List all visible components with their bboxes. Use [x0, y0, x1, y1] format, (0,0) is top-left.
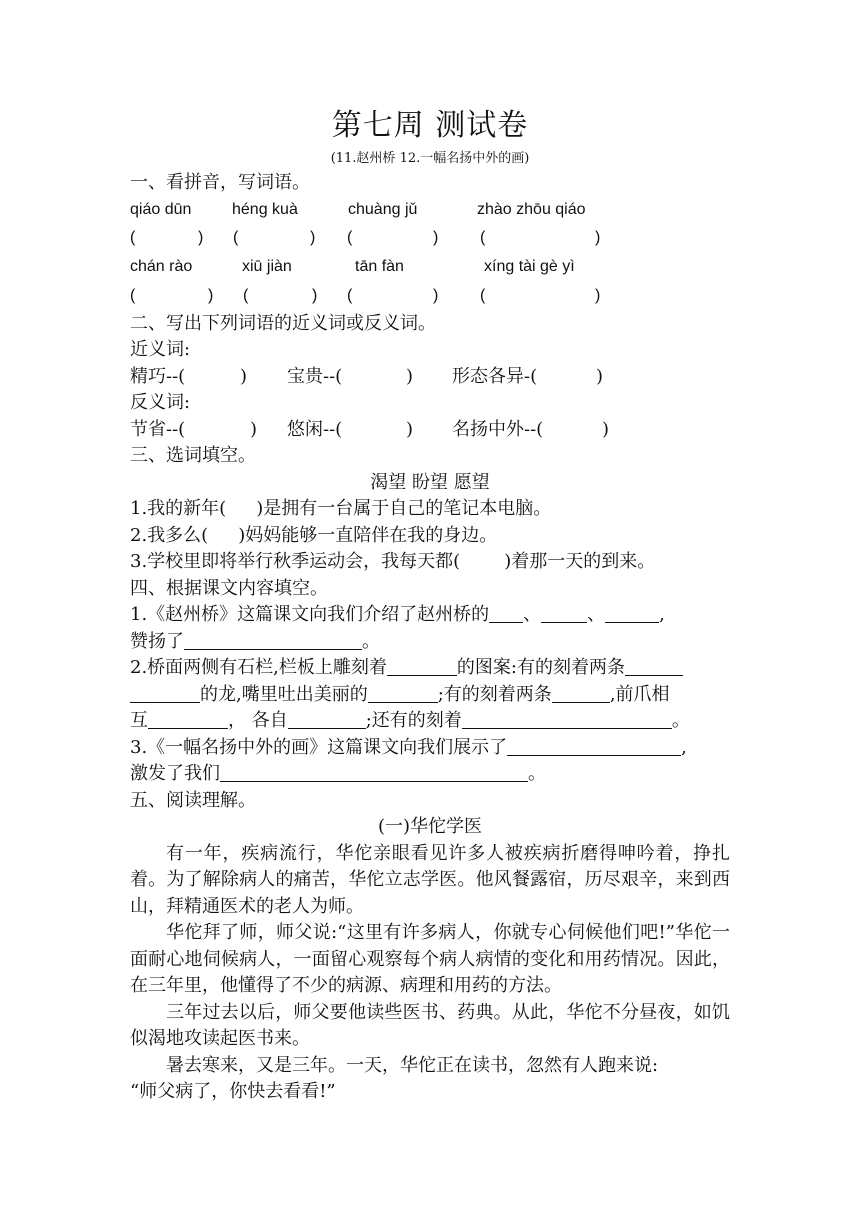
section-2-heading: 二、写出下列词语的近义词或反义词。 [130, 312, 436, 334]
pinyin-item: zhào zhōu qiáo [477, 200, 586, 218]
question-text: 激发了我们 [130, 763, 220, 784]
question-text: ;还有的刻着 [365, 710, 462, 731]
antonym-item: 悠闲--( [287, 418, 343, 440]
close-paren: ) [596, 365, 604, 387]
pinyin-item: xiū jiàn [242, 257, 292, 275]
pinyin-item: tān fàn [355, 257, 404, 275]
close-paren: ) [406, 418, 414, 440]
synonym-row [130, 364, 730, 391]
synonym-item: 宝贵--( [287, 365, 343, 387]
synonym-item: 形态各异-( [452, 365, 538, 387]
section-5-heading: 五、阅读理解。 [130, 789, 256, 811]
question-text: ;有的刻着两条 [437, 683, 552, 705]
antonym-item: 名扬中外--( [452, 418, 544, 440]
answer-blank [184, 630, 362, 650]
question-text: )妈妈能够一直陪伴在我的身边。 [238, 524, 498, 546]
open-paren: ( [243, 286, 249, 304]
question-text: , [659, 604, 665, 625]
close-paren: ) [406, 365, 414, 387]
open-paren: ( [130, 286, 136, 304]
answer-blank [552, 683, 610, 703]
answer-blank [462, 709, 672, 729]
question-text: 赞扬了 [130, 630, 184, 652]
fill-question-1 [130, 496, 730, 523]
close-paren: ) [433, 228, 439, 246]
text-question-3-line-1 [130, 735, 730, 762]
close-paren: ) [310, 228, 316, 246]
question-text: ， 各自 [228, 710, 288, 731]
question-text: 的龙,嘴里吐出美丽的 [200, 683, 368, 705]
answer-blank [387, 656, 457, 676]
text-question-1-line-1 [130, 602, 730, 629]
question-text: 2.桥面两侧有石栏,栏板上雕刻着 [130, 657, 387, 678]
antonym-row [130, 417, 730, 444]
text-question-2-line-2 [130, 682, 730, 709]
answer-row-2 [130, 281, 730, 311]
pinyin-item: héng kuà [232, 200, 298, 218]
answer-blank [148, 709, 228, 729]
pinyin-row-2 [130, 253, 730, 281]
question-text: 1.《赵州桥》这篇课文向我们介绍了赵州桥的 [130, 604, 490, 625]
text-question-2-line-3 [130, 708, 730, 735]
question-text: ,前爪相 [609, 683, 670, 705]
question-text: 、 [587, 604, 606, 625]
question-text: )是拥有一台属于自己的笔记本电脑。 [256, 498, 552, 519]
word-bank: 渴望 盼望 愿望 [370, 471, 490, 493]
section-3-heading: 三、选词填空。 [130, 445, 256, 466]
question-text: 3.学校里即将举行秋季运动会，我每天都( [130, 551, 461, 572]
question-text: , [681, 736, 687, 758]
answer-blank [288, 709, 366, 729]
close-paren: ) [312, 286, 318, 304]
question-text: 。 [528, 763, 546, 784]
close-paren: ) [250, 418, 258, 440]
section-1-heading: 一、看拼音，写词语。 [130, 172, 310, 193]
open-paren: ( [480, 286, 486, 304]
pinyin-item: qiáo dūn [130, 200, 192, 218]
section-4-heading: 四、根据课文内容填空。 [130, 577, 328, 599]
open-paren: ( [347, 286, 353, 304]
question-text: )着那一天的到来。 [504, 551, 656, 572]
answer-blank [507, 736, 681, 756]
close-paren: ) [595, 286, 601, 304]
answer-blank [625, 656, 683, 676]
question-text: 。 [362, 630, 380, 652]
close-paren: ) [208, 286, 214, 304]
passage-paragraph-4-cont: “师父病了，你快去看看!” [130, 1081, 336, 1102]
answer-blank [220, 762, 528, 782]
text-question-1-line-2 [130, 629, 730, 656]
question-text: 1.我的新年( [130, 498, 227, 519]
passage-paragraph-1: 有一年，疾病流行，华佗亲眼看见许多人被疾病折磨得呻吟着，挣扎着。为了解除病人的痛苦，华佗立志学医。他风餐露宿，历尽艰辛，来到西山，拜精通医术的老人为师。 [130, 842, 730, 917]
pinyin-item: chuàng jǔ [348, 200, 418, 218]
passage-paragraph-2: 华佗拜了师，师父说:“这里有许多病人，你就专心伺候他们吧!”华佗一面耐心地伺候病人，一面留心观察每个病人病情的变化和用药情况。因此，在三年里，他懂得了不少的病源、病理和用药的方法。 [130, 922, 730, 996]
passage-paragraph-4: 暑去寒来，又是三年。一天，华佗正在读书，忽然有人跑来说: [166, 1054, 659, 1076]
synonym-label: 近义词: [130, 339, 191, 360]
question-text: 3.《一幅名扬中外的画》这篇课文向我们展示了 [130, 736, 508, 758]
open-paren: ( [130, 228, 136, 246]
question-text: 的图案:有的刻着两条 [456, 657, 625, 678]
page-title: 第七周 测试卷 [331, 108, 529, 143]
question-text: 、 [523, 604, 542, 625]
open-paren: ( [480, 228, 486, 246]
answer-blank [605, 603, 659, 623]
answer-blank [130, 683, 200, 703]
fill-question-2 [130, 523, 730, 550]
passage-paragraph-3: 三年过去以后，师父要他读些医书、药典。从此，华佗不分昼夜，如饥似渴地攻读起医书来。 [130, 1001, 730, 1049]
text-question-2-line-1 [130, 655, 730, 682]
question-text: 2.我多么( [130, 524, 209, 546]
pinyin-row-1 [130, 197, 730, 223]
answer-blank [541, 603, 587, 623]
page-subtitle: (11.赵州桥 12.一幅名扬中外的画) [330, 151, 530, 166]
open-paren: ( [347, 228, 353, 246]
fill-question-3 [130, 549, 730, 576]
close-paren: ) [433, 286, 439, 304]
pinyin-item: chán rào [130, 257, 193, 275]
close-paren: ) [602, 418, 610, 440]
antonym-label: 反义词: [130, 392, 191, 413]
open-paren: ( [233, 228, 239, 246]
close-paren: ) [595, 228, 601, 246]
question-text: 。 [671, 710, 690, 731]
antonym-item: 节省--( [130, 418, 186, 440]
text-question-3-line-2 [130, 761, 730, 788]
answer-blank [489, 603, 523, 623]
answer-blank [368, 683, 438, 703]
passage-title: (一)华佗学医 [377, 816, 483, 837]
answer-row-1 [130, 223, 730, 253]
pinyin-item: xíng tài gè yì [484, 257, 575, 275]
close-paren: ) [240, 365, 248, 387]
close-paren: ) [198, 228, 204, 246]
synonym-item: 精巧--( [130, 365, 186, 387]
test-paper [130, 104, 730, 1106]
question-text: 互 [130, 710, 148, 731]
